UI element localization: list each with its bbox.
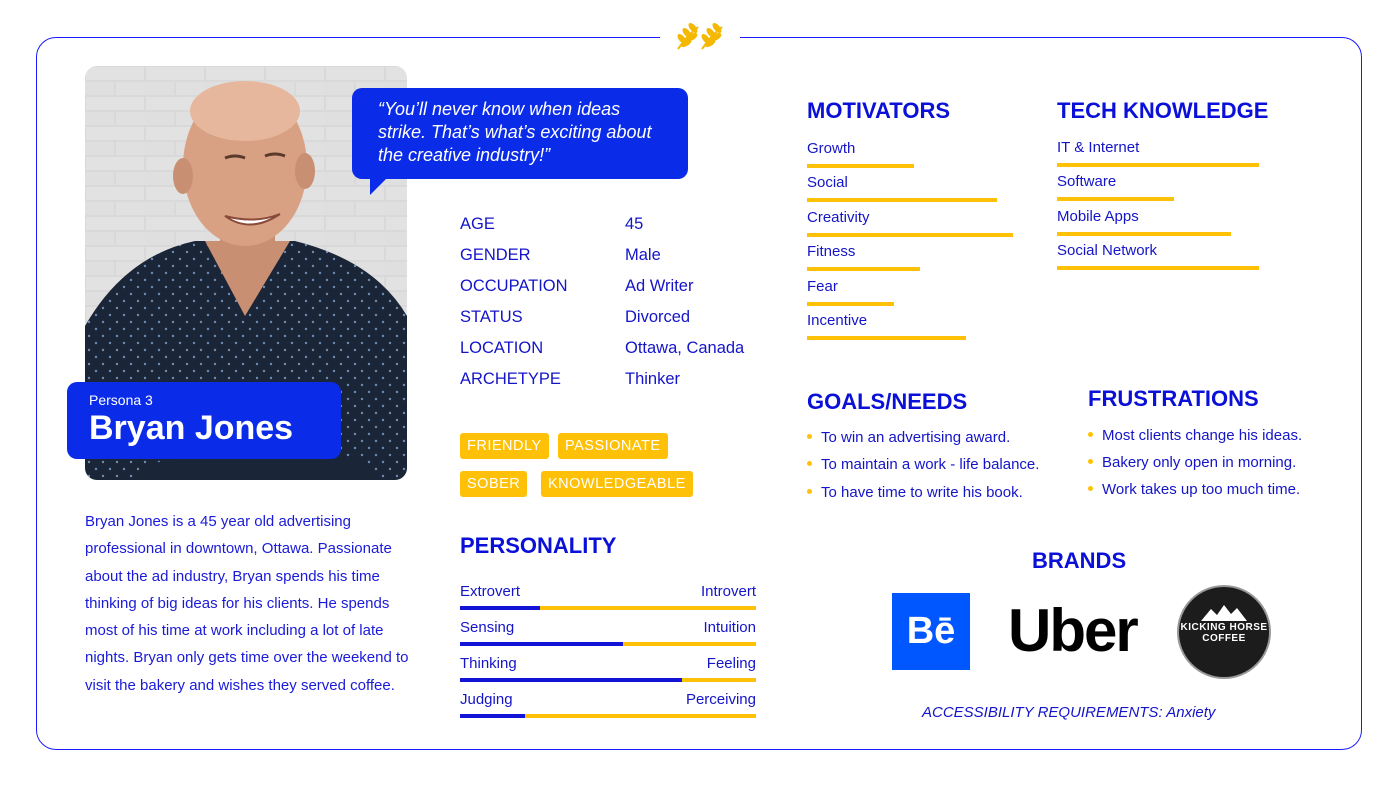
trait-right-label: Introvert (700, 583, 756, 600)
demo-row (460, 277, 693, 296)
motivator-label: Incentive (807, 312, 868, 329)
bullet-icon (1088, 432, 1093, 437)
trait-right-label: Feeling (706, 655, 756, 672)
personality-bar (460, 714, 756, 718)
personality-row (460, 691, 756, 708)
kicking-horse-logo-label: KICKING HORSE COFFEE (1180, 622, 1268, 644)
bullet-icon (807, 489, 812, 494)
trait-tag: SOBER (460, 471, 527, 497)
demo-key: AGE (460, 215, 495, 233)
trait-left-label: Judging (460, 691, 513, 708)
demo-value: Divorced (625, 308, 691, 326)
motivator-bar (807, 164, 914, 168)
demo-value: Male (625, 246, 661, 264)
goal-item (807, 429, 1010, 446)
tech-bar (1057, 232, 1231, 236)
demo-key: ARCHETYPE (460, 370, 561, 388)
accessibility-requirements: ACCESSIBILITY REQUIREMENTS: Anxiety (922, 704, 1216, 721)
demo-value: Thinker (625, 370, 681, 388)
frustrations-heading: FRUSTRATIONS (1088, 386, 1259, 411)
tech-bar (1057, 163, 1259, 167)
tech-label: Mobile Apps (1057, 208, 1139, 225)
frustration-item (1088, 427, 1302, 444)
tech-label: IT & Internet (1057, 139, 1140, 156)
tech-label: Software (1057, 173, 1117, 190)
trait-tag: FRIENDLY (460, 433, 549, 459)
bullet-icon (1088, 459, 1093, 464)
goal-item (807, 484, 1023, 501)
motivator-bar (807, 336, 966, 340)
personality-heading: PERSONALITY (460, 533, 617, 558)
kicking-horse-logo-icon (1177, 585, 1271, 679)
personality-row (460, 619, 756, 636)
goal-text: To maintain a work - life balance. (821, 456, 1040, 473)
personality-bar-fill (460, 642, 623, 646)
personality-bar-fill (460, 606, 540, 610)
trait-left-label: Sensing (460, 619, 515, 636)
demo-value: Ottawa, Canada (625, 339, 745, 357)
motivators-heading: MOTIVATORS (807, 98, 950, 123)
persona-name: Bryan Jones (89, 409, 294, 447)
kicking-horse-logo-text (1179, 622, 1269, 644)
motivator-label: Growth (807, 140, 856, 157)
wheat-logo-icon (660, 14, 740, 58)
trait-tag: PASSIONATE (558, 433, 668, 459)
demo-value: 45 (625, 215, 644, 233)
brands-heading: BRANDS (1032, 548, 1127, 573)
motivator-bar (807, 267, 920, 271)
quote-text: “You’ll never know when ideas strike. That’s what’s exciting about the creative industry!” (378, 99, 652, 165)
motivator-label: Fear (807, 278, 838, 295)
tech-label: Social Network (1057, 242, 1158, 259)
frustration-item (1088, 454, 1296, 471)
frustration-item (1088, 481, 1300, 498)
tech-item (1057, 139, 1139, 156)
behance-logo-icon (892, 593, 970, 670)
demo-key: GENDER (460, 246, 531, 264)
tech-item (1057, 173, 1116, 190)
persona-bio: Bryan Jones is a 45 year old advertising professional in downtown, Ottawa. Passionate about the ad industry, Bryan spends his time thinking of big ideas for his clients. He spends most of his time at work including a lot of late nights. Bryan only gets time over the weekend to visit the bakery and wishes they served coffee. (85, 513, 409, 694)
personality-bar (460, 642, 756, 646)
personality-bar (460, 606, 756, 610)
trait-right-label: Perceiving (685, 691, 756, 708)
goal-text: To win an advertising award. (821, 429, 1011, 446)
frustration-text: Bakery only open in morning. (1102, 454, 1297, 471)
tech-knowledge-heading: TECH KNOWLEDGE (1057, 98, 1269, 123)
bullet-icon (807, 434, 812, 439)
trait-left-label: Thinking (460, 655, 517, 672)
motivator-label: Fitness (807, 243, 856, 260)
motivator-label: Creativity (807, 209, 870, 226)
demo-row (460, 370, 680, 389)
tech-bar (1057, 197, 1174, 201)
uber-logo-icon: Uber (1008, 597, 1137, 664)
trait-left-label: Extrovert (460, 583, 521, 600)
personality-bar (460, 678, 756, 682)
motivator-item (807, 174, 848, 191)
goal-item (807, 456, 1039, 473)
trait-right-label: Intuition (703, 619, 756, 636)
demo-key: OCCUPATION (460, 277, 568, 295)
demo-row (460, 215, 643, 234)
behance-logo-text: Bē (906, 610, 956, 652)
motivator-item (807, 209, 870, 226)
frustration-text: Most clients change his ideas. (1102, 427, 1303, 444)
persona-name-card (67, 382, 341, 459)
demo-key: LOCATION (460, 339, 544, 357)
bullet-icon (807, 461, 812, 466)
motivator-item (807, 140, 855, 157)
motivator-bar (807, 302, 894, 306)
personality-row (460, 655, 756, 672)
motivator-bar (807, 233, 1013, 237)
personality-bar-fill (460, 714, 525, 718)
tech-item (1057, 242, 1157, 259)
tech-item (1057, 208, 1139, 225)
bullet-icon (1088, 486, 1093, 491)
trait-tag: KNOWLEDGEABLE (541, 471, 693, 497)
quote-bubble (352, 88, 688, 179)
motivator-item (807, 312, 867, 329)
frustration-text: Work takes up too much time. (1102, 481, 1301, 498)
demo-key: STATUS (460, 308, 523, 326)
persona-label: Persona 3 (89, 392, 153, 408)
goals-heading: GOALS/NEEDS (807, 389, 968, 414)
personality-bar-fill (460, 678, 682, 682)
motivator-bar (807, 198, 997, 202)
motivator-item (807, 278, 838, 295)
goal-text: To have time to write his book. (821, 484, 1023, 501)
quote-bubble-tail (370, 177, 388, 195)
tech-bar (1057, 266, 1259, 270)
demo-value: Ad Writer (625, 277, 694, 295)
motivator-item (807, 243, 855, 260)
demo-row (460, 308, 690, 327)
demo-row (460, 339, 744, 358)
personality-row (460, 583, 756, 600)
motivator-label: Social (807, 174, 848, 191)
demo-row (460, 246, 661, 265)
